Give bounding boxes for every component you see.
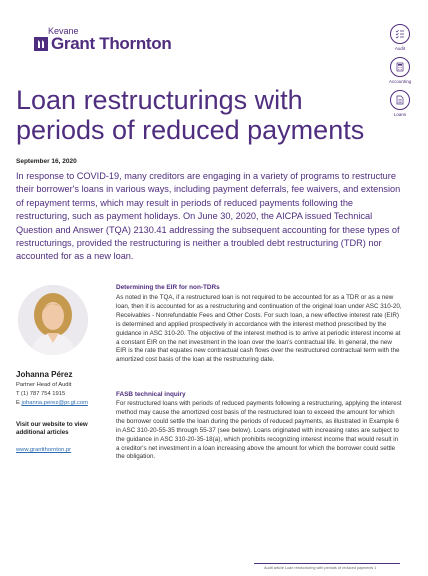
- author-email-row: [16, 400, 88, 406]
- brand-kevane: Kevane: [48, 26, 79, 36]
- rail-item-audit[interactable]: [390, 24, 410, 51]
- page-title: Loan restructurings with periods of reduced payments: [16, 85, 365, 145]
- author-name: Johanna Pérez: [16, 370, 73, 379]
- publication-date: September 16, 2020: [16, 158, 77, 165]
- rail-label-audit: Audit: [394, 46, 406, 51]
- section-heading-fasb: FASB technical inquiry: [116, 391, 186, 398]
- intro-paragraph: In response to COVID-19, many creditors are engaging in a variety of programs to restructure their borrower's loans in various ways, including payment deferrals, fee waivers, and extension of repayment terms, which may result in periods of reduced payments following the restructuring, such as payment holidays. On June 30, 2020, the AICPA issued Technical Question and Answer (TQA) 2130.41 addressing the subsequent accounting for these types of restructurings, provided the restructuring is neither a troubled debt restructuring (TDR) nor accounted for as a new loan.: [16, 171, 401, 262]
- author-email-link[interactable]: johanna.perez@pr.gt.com: [21, 400, 88, 406]
- checklist-icon: [390, 24, 410, 44]
- brand-name: Grant Thornton: [51, 34, 172, 53]
- document-icon: [390, 90, 410, 110]
- category-icon-rail: [383, 24, 417, 123]
- section-body-fasb: For restructured loans with periods of reduced payments following a restructuring, applying the interest method may cause the amortized cost basis of the restructured loan to exceed the amount for which the borrower could settle the loan during the periods of reduced payments, as illustrated in Example 6 in ASC 310-20-55-35 through 55-37 (see below). Loans originated with increasing rates are subject to the guidance in ASC 310-20-35-18(a), which prohibits recognizing interest income that would result in a creditor's net investment in a loan increasing above the amount for which the borrower could settle the obligation.: [116, 400, 402, 461]
- author-phone: T (1) 787 754 1915: [16, 391, 66, 397]
- section-heading-eir: Determining the EIR for non-TDRs: [116, 284, 220, 291]
- author-role: Partner Head of Audit: [16, 382, 72, 388]
- rail-label-accounting: Accounting: [388, 79, 412, 84]
- footer-text: Audit article Loan restructuring with periods of reduced payments 1: [264, 566, 377, 570]
- author-photo: [18, 285, 88, 355]
- brand-logo: [34, 34, 171, 54]
- visit-website-text: Visit our website to view additional articles: [16, 421, 88, 437]
- email-prefix: E: [16, 400, 20, 406]
- calculator-icon: [390, 57, 410, 77]
- rail-label-loans: Loans: [393, 112, 407, 117]
- rail-item-accounting[interactable]: [389, 57, 411, 84]
- section-body-eir: As noted in the TQA, if a restructured loan is not required to be accounted for as a TDR or as a new loan, then it is accounted for as a restructuring and continuation of the original loan under ASC 310-20, Receivables - Nonrefundable Fees and Other Costs. For such loan, a new effective interest rate (EIR) is determined and applied prospectively in accordance with the interest method prescribed by the guidance in ASC 310-20. The objective of the interest method is to arrive at periodic interest income at a constant EIR on the net investment in the loan over the loan's contractual life. In general, the new EIR is the rate that equates new contractual cash flows over the restructured contractual term with the amortized cost basis of the loan at the restructuring date.: [116, 294, 402, 364]
- rail-item-loans[interactable]: [390, 90, 410, 117]
- website-link[interactable]: www.grantthornton.pr: [16, 447, 72, 453]
- grant-thornton-logo-icon: [34, 37, 48, 51]
- footer-divider: [254, 563, 400, 564]
